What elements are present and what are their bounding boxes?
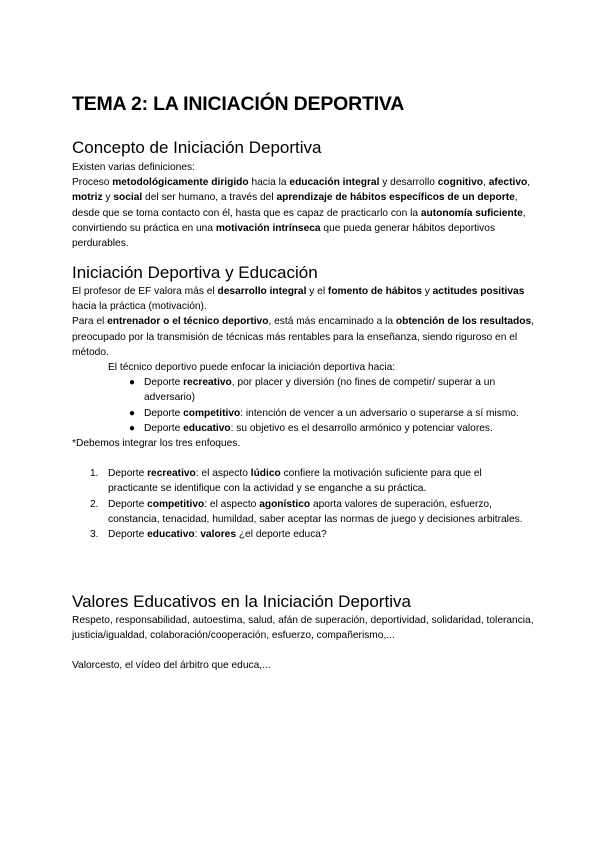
bold-term: recreativo: [183, 377, 232, 389]
valores-list-text: Respeto, responsabilidad, autoestima, salud, afán de superación, deportividad, solidaridad, tolerancia, justicia/igualdad, colaboración/cooperación, esfuerzo, compañerismo,...: [72, 615, 534, 642]
bold-term: cognitivo: [437, 177, 484, 189]
bold-term: fomento de hábitos: [327, 286, 422, 297]
profesor-paragraph: El profesor de EF valora más el desarrollo integral y el fomento de hábitos y actitudes positivas hacia la práctica (motivación).: [72, 286, 525, 313]
intro-text: Existen varias definiciones:: [72, 162, 195, 173]
bold-term: social: [113, 192, 143, 204]
bold-term: valores: [200, 529, 236, 541]
section-heading-concepto: Concepto de Iniciación Deportiva: [72, 138, 322, 157]
bold-term: autonomía suficiente: [420, 207, 523, 219]
section-heading-valores: Valores Educativos en la Iniciación Deportiva: [72, 592, 411, 611]
list-number: 3.: [90, 529, 99, 541]
definition-paragraph: Proceso metodológicamente dirigido hacia la educación integral y desarrollo cognitivo, afectivo, motriz y social del ser humano, a través del aprendizaje de hábitos específicos de un deporte, desde que se toma contacto con él, hasta que es capaz de practicarlo con la autonomía suficiente, convirtiendo su práctica en una motivación intrínseca que pueda generar hábitos deportivos perdurables.: [72, 177, 531, 250]
bold-term: educativo: [147, 529, 195, 541]
list-item: 1. Deporte recreativo: el aspecto lúdico confiere la motivación suficiente para que el practicante se identifique con la actividad y se enganche a su práctica.: [90, 468, 482, 495]
section-educacion: [72, 263, 534, 542]
section-valores: [72, 592, 534, 674]
bold-term: competitivo: [147, 498, 205, 510]
bullet-icon: ●: [129, 377, 136, 389]
bold-term: agonístico: [259, 498, 311, 510]
list-item: 3. Deporte educativo: valores ¿el deporte educa?: [72, 527, 534, 542]
bold-term: competitivo: [183, 407, 241, 419]
note-text: *Debemos integrar los tres enfoques.: [72, 438, 241, 450]
bold-term: motivación intrínseca: [215, 222, 321, 234]
bold-term: motriz: [72, 192, 103, 204]
list-number: 2.: [90, 498, 99, 510]
valorcesto-text: Valorcesto, el vídeo del árbitro que educa,...: [72, 660, 271, 672]
bold-term: recreativo: [147, 468, 196, 480]
section-concepto: [72, 138, 534, 251]
list-number: 1.: [90, 468, 99, 480]
bold-term: actitudes positivas: [432, 286, 525, 297]
bold-term: educativo: [183, 422, 231, 434]
section-heading-educacion: Iniciación Deportiva y Educación: [72, 263, 318, 282]
bold-term: entrenador o el técnico deportivo: [107, 316, 269, 328]
list-item: ● Deporte competitivo: intención de vencer a un adversario o superarse a sí mismo.: [72, 406, 534, 421]
bold-term: lúdico: [250, 468, 281, 480]
document-title: TEMA 2: LA INICIACIÓN DEPORTIVA: [72, 93, 405, 115]
enfoque-bullet-list: [72, 375, 534, 436]
list-item: ● Deporte educativo: su objetivo es el desarrollo armónico y potenciar valores.: [72, 421, 534, 436]
bold-term: educación integral: [289, 177, 380, 189]
entrenador-paragraph: Para el entrenador o el técnico deportivo, está más encaminado a la obtención de los resultados, preocupado por la transmisión de técnicas más rentables para la enseñanza, siendo riguroso en el método.: [72, 316, 535, 358]
bold-term: obtención de los resultados: [395, 316, 532, 328]
bullet-icon: ●: [129, 407, 136, 419]
enfoque-numbered-list: [72, 466, 534, 542]
bold-term: metodológicamente dirigido: [112, 177, 249, 189]
bullet-icon: ●: [129, 422, 136, 434]
bold-term: desarrollo integral: [217, 286, 307, 297]
list-item: 2. Deporte competitivo: el aspecto agonístico aporta valores de superación, esfuerzo, constancia, tenacidad, humildad, saber aceptar las normas de juego y decisiones arbitrales.: [90, 498, 523, 525]
list-item: ● Deporte recreativo, por placer y diversión (no fines de competir/ superar a un adversario): [129, 377, 496, 404]
bold-term: afectivo: [488, 177, 528, 189]
enfoque-intro: El técnico deportivo puede enfocar la iniciación deportiva hacia:: [108, 362, 396, 374]
bold-term: aprendizaje de hábitos específicos de un deporte: [276, 192, 515, 204]
